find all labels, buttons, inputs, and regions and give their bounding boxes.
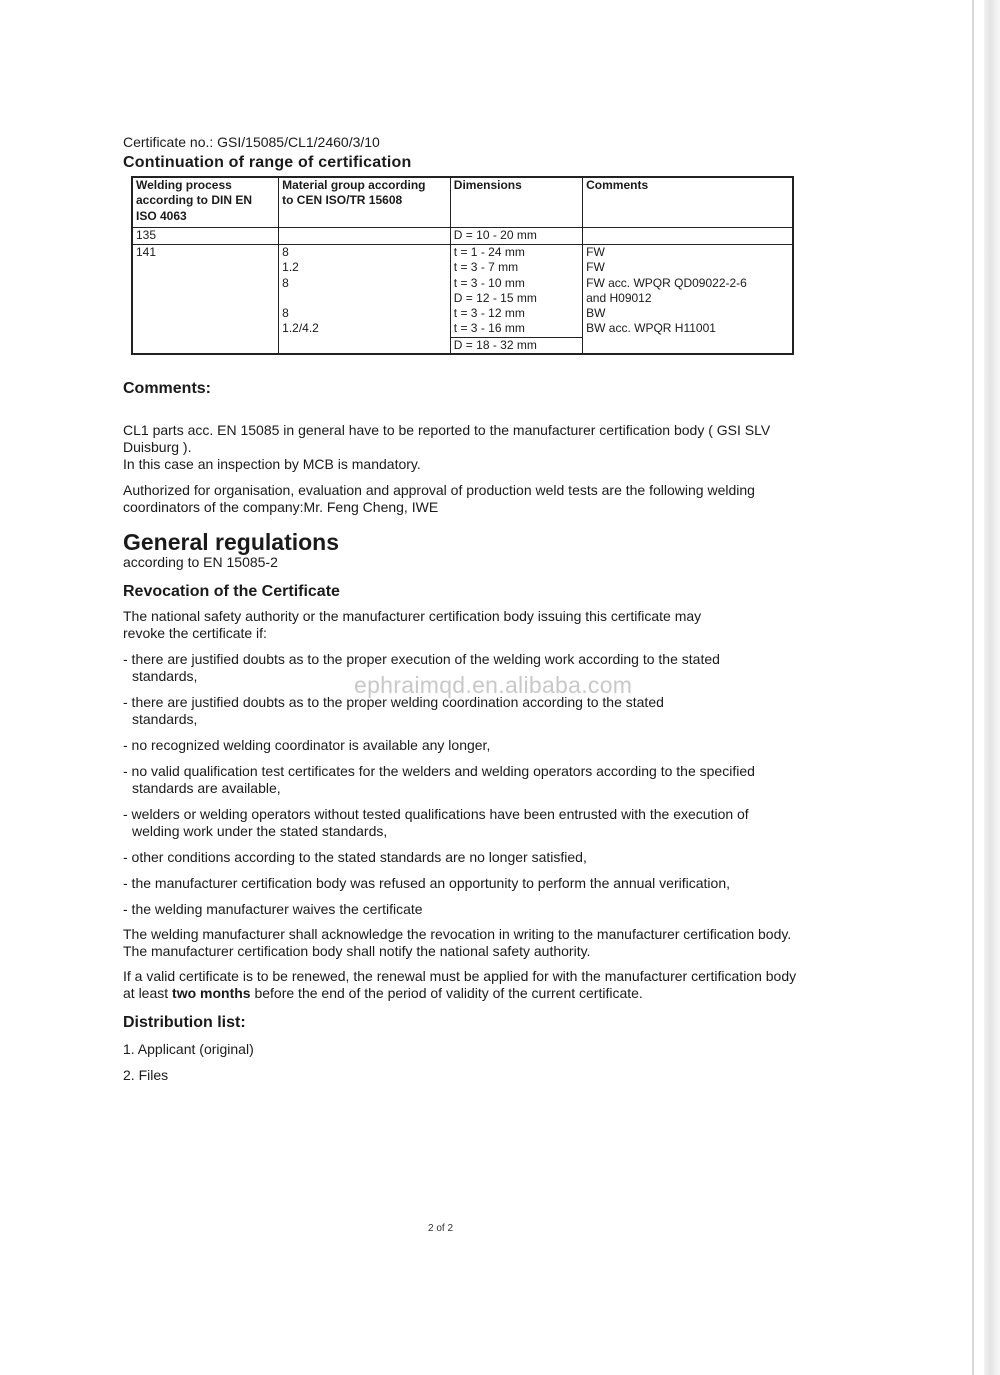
list-item: - there are justified doubts as to the proper welding coordination according to the stated standards, xyxy=(123,694,664,728)
list-item: - the manufacturer certification body was refused an opportunity to perform the annual verification, xyxy=(123,875,730,892)
general-regulations-subtitle: according to EN 15085-2 xyxy=(123,554,278,571)
cell-comments: FW FW FW acc. WPQR QD09022-2-6 and H09012 BW BW acc. WPQR H11001 xyxy=(583,245,793,355)
cell-comments xyxy=(583,228,793,245)
acknowledge-paragraph: The welding manufacturer shall acknowledge the revocation in writing to the manufacturer certification body. The manufacturer certification body shall notify the national safety authority. xyxy=(123,926,792,960)
list-item: - the welding manufacturer waives the certificate xyxy=(123,901,423,918)
cell-material: 8 1.2 8 8 1.2/4.2 xyxy=(279,245,451,355)
watermark: ephraimqd.en.alibaba.com xyxy=(354,672,633,698)
comment-paragraph: In this case an inspection by MCB is mandatory. xyxy=(123,456,421,473)
table-row xyxy=(132,228,793,245)
distribution-heading: Distribution list: xyxy=(123,1014,246,1032)
comments-heading: Comments: xyxy=(123,380,212,398)
cell-process: 141 xyxy=(132,245,279,355)
list-item: - no recognized welding coordinator is available any longer, xyxy=(123,737,491,754)
table-header-row xyxy=(132,177,793,228)
revocation-heading: Revocation of the Certificate xyxy=(123,583,340,601)
renewal-paragraph: If a valid certificate is to be renewed, the renewal must be applied for with the manufacturer certification body at least two months before the end of the period of validity of the current certificate. xyxy=(123,968,797,1002)
renewal-period: two months xyxy=(172,985,251,1002)
scan-edge-line xyxy=(972,0,974,1375)
continuation-heading: Continuation of range of certification xyxy=(123,154,412,171)
cell-dimensions: t = 1 - 24 mm t = 3 - 7 mm t = 3 - 10 mm D = 12 - 15 mm t = 3 - 12 mm t = 3 - 16 mm D = 18 - 32 mm xyxy=(450,245,582,355)
certificate-number: Certificate no.: GSI/15085/CL1/2460/3/10 xyxy=(123,134,380,150)
document-page xyxy=(123,134,803,1084)
distribution-item: 1. Applicant (original) xyxy=(123,1041,254,1058)
list-item: - welders or welding operators without tested qualifications have been entrusted with the execution of welding work under the stated standards, xyxy=(123,806,749,840)
comment-paragraph: CL1 parts acc. EN 15085 in general have to be reported to the manufacturer certification body ( GSI SLV Duisburg ). xyxy=(123,422,771,456)
page-number: 2 of 2 xyxy=(428,1223,454,1234)
cell-process: 135 xyxy=(132,228,279,245)
table-row xyxy=(132,245,793,355)
cell-dimensions: D = 10 - 20 mm xyxy=(450,228,582,245)
general-regulations-heading: General regulations xyxy=(123,529,340,556)
list-item: - there are justified doubts as to the proper execution of the welding work according to the stated standards, xyxy=(123,651,720,685)
list-item: - other conditions according to the stated standards are no longer satisfied, xyxy=(123,849,587,866)
header-welding-process: Welding process according to DIN EN ISO 4063 xyxy=(132,177,279,228)
header-dimensions: Dimensions xyxy=(450,177,582,228)
scan-edge-shadow xyxy=(984,0,1000,1375)
header-comments: Comments xyxy=(583,177,793,228)
revocation-intro: The national safety authority or the manufacturer certification body issuing this certificate may revoke the certificate if: xyxy=(123,608,702,642)
comment-paragraph: Authorized for organisation, evaluation and approval of production weld tests are the following welding coordinators of the company:Mr. Feng Cheng, IWE xyxy=(123,482,755,516)
header-material-group: Material group according to CEN ISO/TR 15608 xyxy=(279,177,451,228)
list-item: - no valid qualification test certificates for the welders and welding operators according to the specified standards are available, xyxy=(123,763,755,797)
cell-material xyxy=(279,228,451,245)
range-table xyxy=(131,176,794,355)
distribution-item: 2. Files xyxy=(123,1067,169,1084)
